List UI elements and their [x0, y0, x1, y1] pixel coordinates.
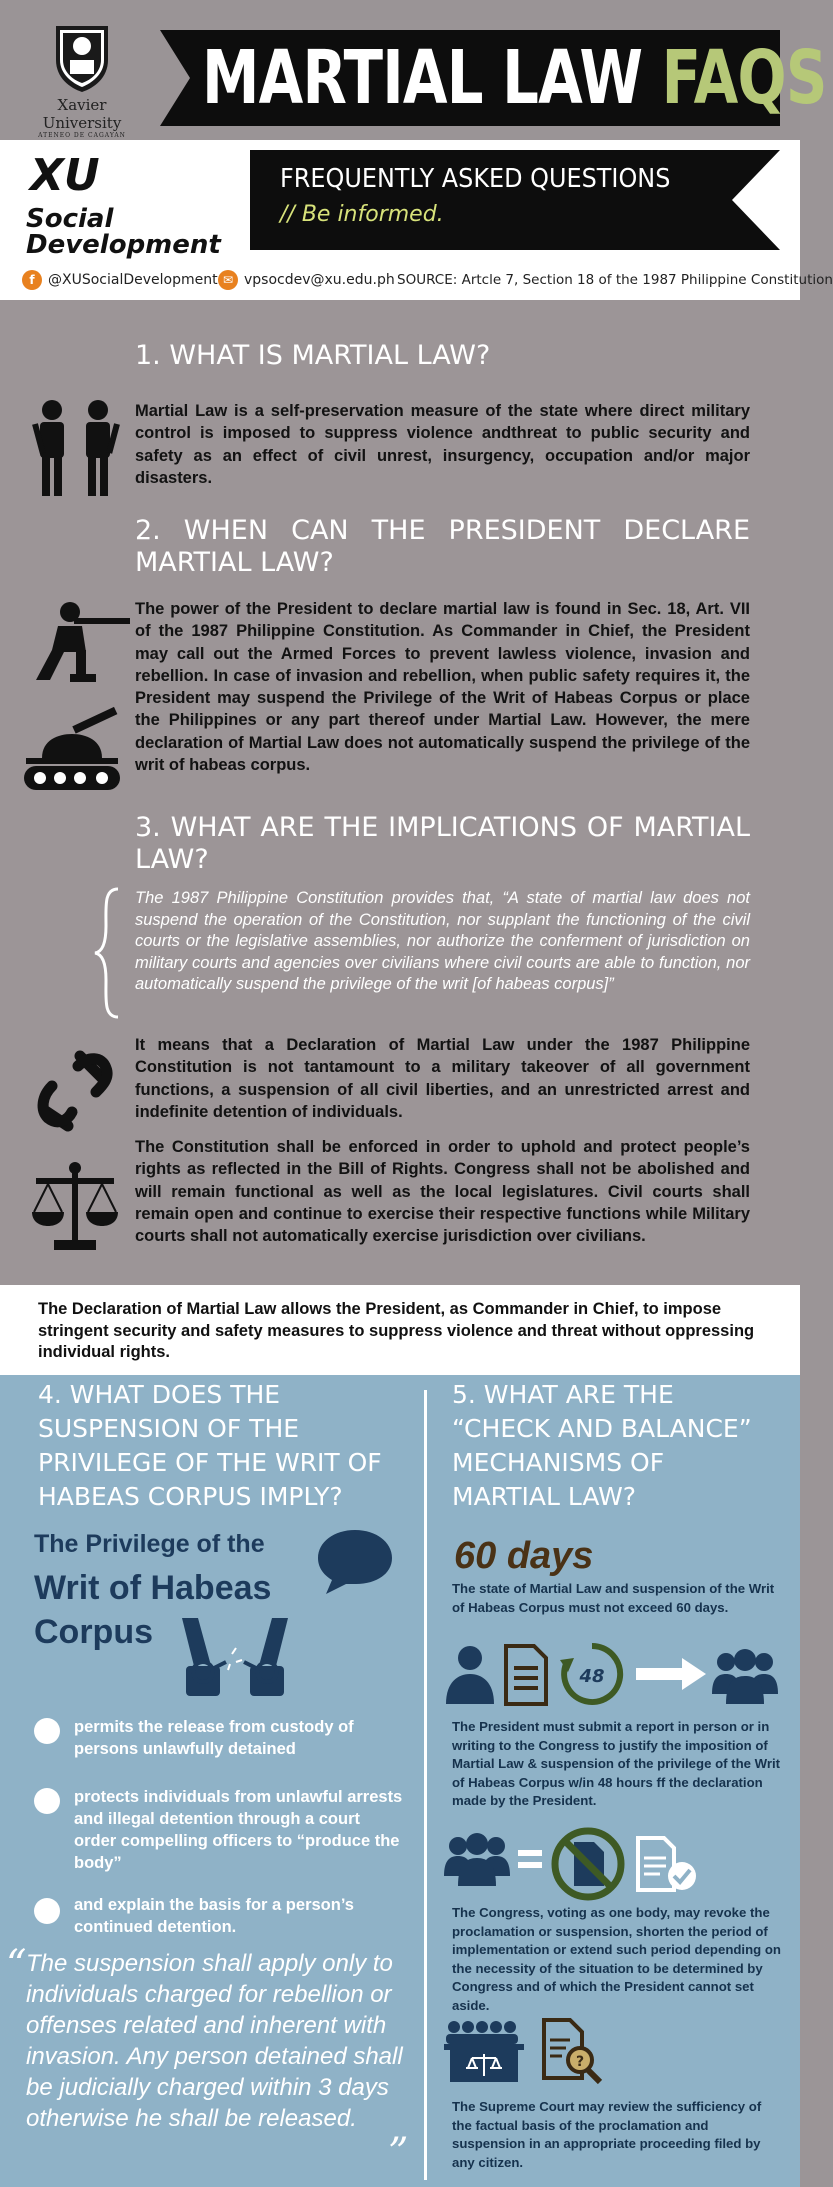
- q5-title-line-2: “CHECK AND BALANCE”: [452, 1414, 752, 1443]
- q4-title-line-3: PRIVILEGE OF THE WRIT OF: [38, 1448, 382, 1477]
- source-citation: SOURCE: Artcle 7, Section 18 of the 1987 Philippine Constitution: [397, 272, 833, 288]
- privilege-heading-1: The Privilege of the: [34, 1530, 265, 1558]
- brace-icon: [92, 886, 122, 1020]
- q3-title: 3. WHAT ARE THE IMPLICATIONS OF MARTIAL LAW?: [135, 812, 750, 875]
- email-contact[interactable]: [218, 268, 395, 292]
- open-quote-mark: “: [6, 1942, 27, 1988]
- faq-heading: FREQUENTLY ASKED QUESTIONS: [280, 164, 671, 194]
- kneeling-rifleman-icon: [30, 600, 130, 682]
- q1-title: 1. WHAT IS MARTIAL LAW?: [135, 340, 491, 371]
- president-icon: [444, 1644, 496, 1706]
- facebook-handle[interactable]: @XUSocialDevelopment: [48, 272, 218, 288]
- q3-body-2: The Constitution shall be enforced in order to uphold and protect people’s rights as reflected in the Bill of Rights. Congress shall not be abolished and will remain functional as well as the local legislatures. Civil courts shall remain open and continue to exercise their respective functions while Military courts shall not automatically exercise jurisdiction over civilians.: [135, 1138, 750, 1246]
- summary-text: The Declaration of Martial Law allows the President, as Commander in Chief, to impose stringent security and safety measures to suppress violence and threat without oppressing individual rights.: [38, 1300, 755, 1361]
- broken-chain-icon: [32, 1046, 116, 1132]
- revoke-proclamation-icon: [550, 1826, 626, 1902]
- report-text: The President must submit a report in person or in writing to the Congress to justify the imposition of Martial Law & suspension of the privilege of the Writ of Habeas Corpus w/in 48 hours ff the declaration made by the President.: [452, 1719, 781, 1808]
- q2-title: 2. WHEN CAN THE PRESIDENT DECLARE MARTIAL LAW?: [135, 515, 750, 578]
- university-subtitle: ATENEO DE CAGAYAN: [38, 132, 126, 139]
- q4-title: [38, 1378, 382, 1514]
- broken-handcuffs-icon: [176, 1614, 294, 1702]
- q5-title: [452, 1378, 752, 1514]
- q5-title-line-3: MECHANISMS OF: [452, 1448, 665, 1477]
- university-name: Xavier University: [42, 96, 122, 132]
- q4-title-line-2: SUSPENSION OF THE: [38, 1414, 300, 1443]
- privilege-point-3: and explain the basis for a person’s continued detention.: [74, 1896, 354, 1936]
- university-logo: [22, 22, 142, 139]
- speech-bubble-icon: [316, 1528, 394, 1594]
- scales-of-justice-icon: [30, 1160, 120, 1252]
- bullet-marker: [34, 1718, 60, 1744]
- privilege-point-2: protects individuals from unlawful arrests and illegal detention through a court order compelling officers to “produce the body”: [74, 1788, 403, 1872]
- title-banner: [160, 30, 827, 126]
- clock-48-hours-icon: [558, 1640, 626, 1708]
- faq-tagline: // Be informed.: [280, 202, 444, 227]
- column-divider: [424, 1390, 427, 2180]
- org-line-2: Development: [26, 230, 221, 260]
- congress-text: The Congress, voting as one body, may revoke the proclamation or suspension, shorten the period of implementation or extend such period depending on the necessity of the situation to be determined by Congress and of which the President cannot set aside.: [452, 1905, 781, 2013]
- approved-document-icon: [634, 1836, 702, 1892]
- bullet-marker: [34, 1788, 60, 1814]
- congress-members-icon: [444, 1830, 510, 1888]
- email-address[interactable]: vpsocdev@xu.edu.ph: [244, 272, 395, 288]
- org-name: [26, 206, 221, 258]
- q2-body: The power of the President to declare martial law is found in Sec. 18, Art. VII of the 1987 Philippine Constitution. As Commander in Chief, the President may call out the Armed Forces to prevent lawless violence, invasion and rebellion. In case of invasion and rebellion, when public safety requires it, the President may suspend the Privilege of the Writ of Habeas Corpus or place the Philippines or any part thereof under Martial Law. However, the mere declaration of Martial Law does not automatically suspend the privilege of the writ of habeas corpus.: [135, 600, 750, 775]
- q4-title-line-1: 4. WHAT DOES THE: [38, 1380, 281, 1409]
- facebook-contact[interactable]: [22, 268, 218, 292]
- svg-text:?: ?: [575, 2054, 585, 2070]
- email-icon: ✉: [218, 270, 238, 290]
- privilege-heading-line-2: Writ of Habeas: [34, 1569, 272, 1607]
- supreme-court-icon: [444, 2020, 526, 2084]
- report-document-icon: [502, 1644, 550, 1706]
- privilege-point-1: permits the release from custody of persons unlawfully detained: [74, 1718, 354, 1758]
- close-quote-mark: ”: [388, 2130, 409, 2176]
- faq-banner: [250, 150, 780, 250]
- bullet-marker: [34, 1898, 60, 1924]
- equals-icon: [518, 1848, 542, 1870]
- org-line-1: Social: [26, 204, 114, 234]
- suspension-quote: The suspension shall apply only to individuals charged for rebellion or offenses related and inherent with invasion. Any person detained shall be judicially charged within 3 days otherwise he shall be released.: [26, 1950, 403, 2132]
- q1-body: Martial Law is a self-preservation measure of the state where direct military control is imposed to suppress violence andthreat to public security and safety as an effect of civil unrest, insurgency, occupation and/or major disasters.: [135, 402, 750, 487]
- congress-group-icon: [712, 1644, 778, 1706]
- org-xu: XU: [30, 150, 100, 201]
- q3-quote: The 1987 Philippine Constitution provides that, “A state of martial law does not suspend the operation of the Constitution, nor supplant the functioning of the civil courts or the legislative assemblies, nor authorize the conferment of jurisdiction on military courts and agencies over civilians where civil courts are able to function, nor automatically suspend the privilege of the writ [of habeas corpus]”: [135, 889, 750, 993]
- sixty-days-label: 60 days: [454, 1535, 594, 1577]
- court-text: The Supreme Court may review the sufficiency of the factual basis of the proclamation and suspension in an appropriate proceeding filed by any citizen.: [452, 2099, 762, 2170]
- shield-icon: [50, 22, 114, 94]
- clock-label: 48: [579, 1666, 605, 1687]
- title-main: MARTIAL LAW: [202, 35, 662, 121]
- q5-title-line-4: MARTIAL LAW?: [452, 1482, 637, 1511]
- page-title: [202, 32, 827, 124]
- soldiers-icon: [28, 396, 124, 498]
- facebook-icon: f: [22, 270, 42, 290]
- q3-body-1: It means that a Declaration of Martial Law under the 1987 Philippine Constitution is not tantamount to a military takeover of all government functions, a suspension of all civil liberties, and an unrestricted arrest and indefinite detention of individuals.: [135, 1036, 750, 1121]
- q4-title-line-4: HABEAS CORPUS IMPLY?: [38, 1482, 343, 1511]
- days-text: The state of Martial Law and suspension of the Writ of Habeas Corpus must not exceed 60 days.: [452, 1581, 775, 1615]
- review-document-icon: [540, 2018, 602, 2084]
- summary-strip: [0, 1285, 800, 1375]
- arrow-right-icon: [636, 1658, 706, 1690]
- privilege-heading-line-3: Corpus: [34, 1613, 153, 1651]
- title-accent: FAQS: [661, 35, 827, 121]
- tank-icon: [22, 718, 122, 794]
- q5-title-line-1: 5. WHAT ARE THE: [452, 1380, 674, 1409]
